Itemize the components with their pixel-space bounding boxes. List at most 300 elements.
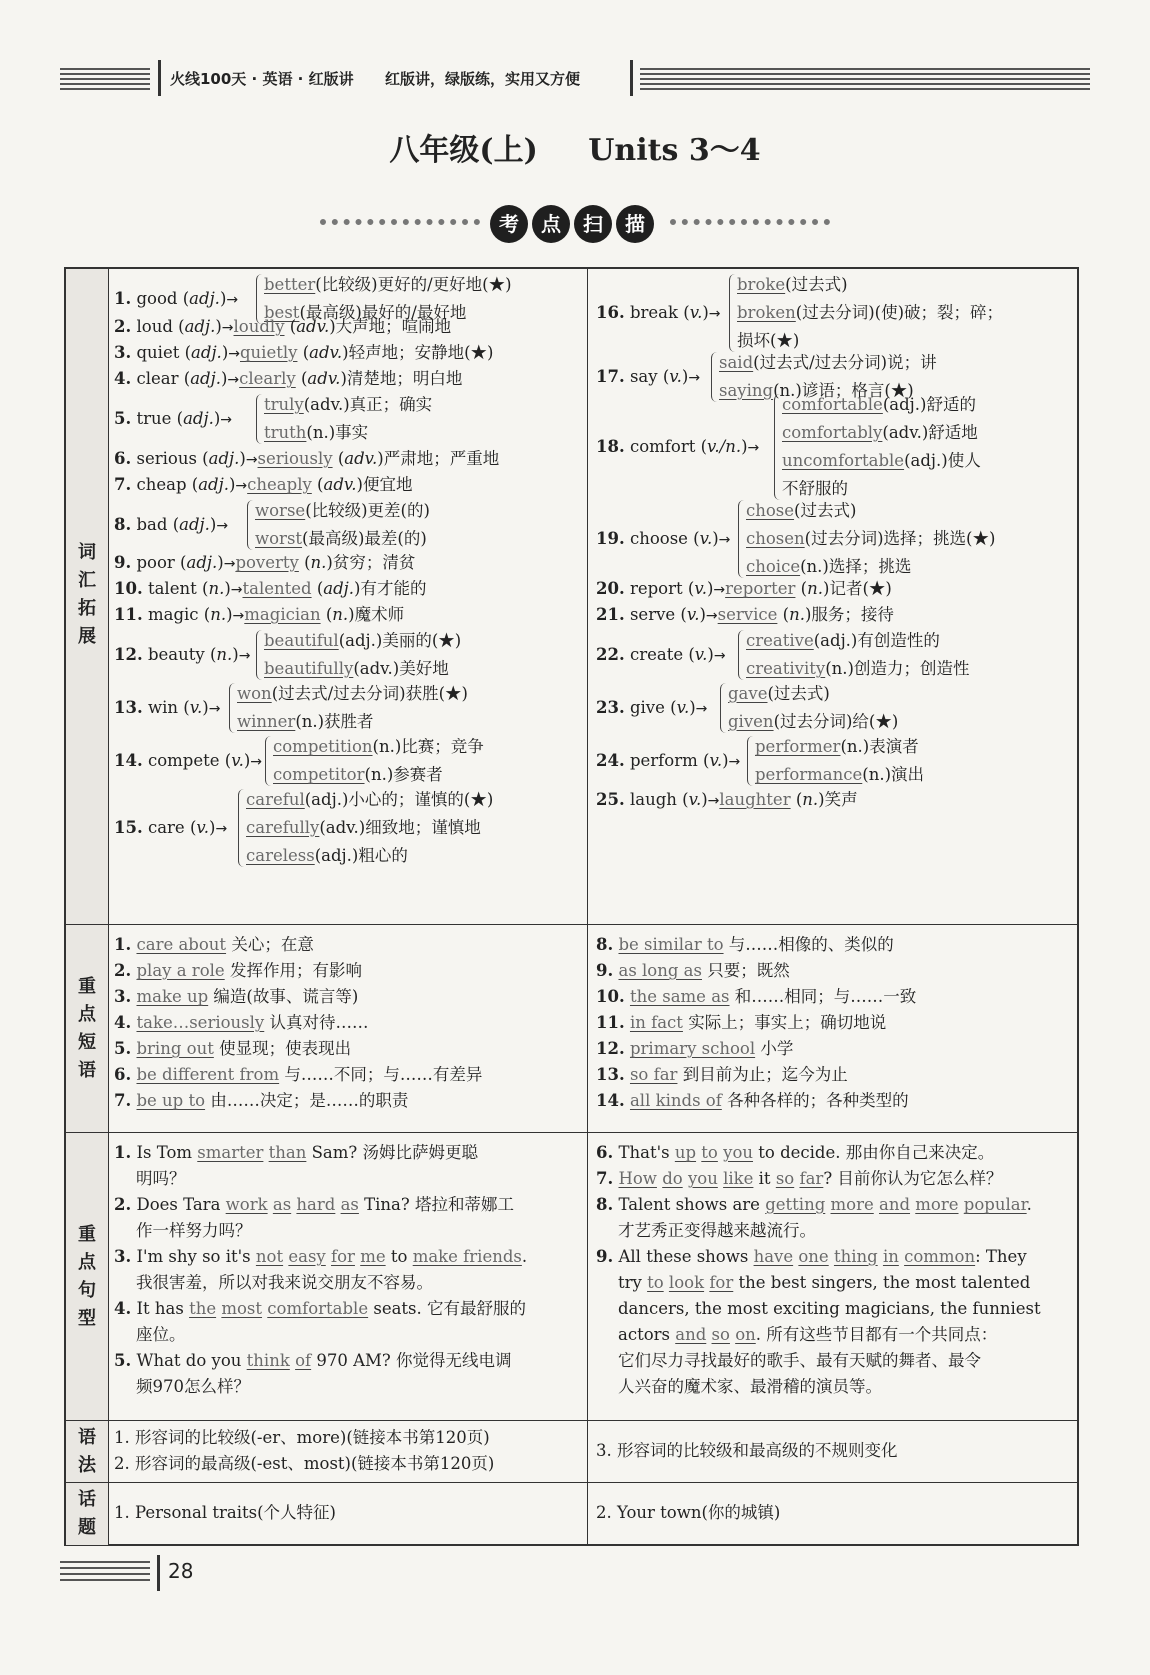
dot-rule (670, 219, 830, 233)
item-number: 3. (114, 1247, 132, 1266)
headword: win (147, 698, 178, 717)
answer: and (675, 1325, 707, 1344)
gloss: 清楚地；明白地 (346, 369, 463, 388)
header-book-title: 火线100天 · 英语 · 红版讲 (170, 70, 354, 88)
brace-icon (774, 394, 780, 500)
headword: laugh (629, 790, 677, 809)
phrase-item (596, 957, 790, 985)
answer: on (735, 1325, 756, 1344)
grammar-item: 3. 形容词的比较级和最高级的不规则变化 (596, 1441, 898, 1460)
sentence-text: 970 AM? 你觉得无线电调 (311, 1351, 512, 1370)
gloss: 大声地；喧闹地 (335, 317, 452, 336)
headword: care (147, 818, 185, 837)
answer: look (668, 1273, 705, 1292)
gloss: (过去式) (794, 501, 857, 520)
answer: choice (746, 557, 801, 576)
vocab-item: 25. laugh (v.)→laughter (n.)笑声 (596, 790, 858, 809)
item-number: 20. (596, 579, 625, 598)
gloss: (最高级)最差(的) (302, 529, 427, 548)
answer: bring out (136, 1039, 214, 1058)
answer: thing (833, 1247, 878, 1266)
answer: given (728, 712, 774, 731)
page-footer (60, 1555, 260, 1595)
sentence-text: Sam? 汤姆比萨姆更聪 (306, 1143, 478, 1162)
phrase-item (596, 1009, 886, 1037)
headword: loud (136, 317, 173, 336)
answer: be different from (136, 1065, 280, 1084)
part-of-speech: n. (208, 579, 225, 598)
derived-form (782, 419, 978, 447)
arrow-icon: → (232, 608, 245, 624)
answer: comfortable (267, 1299, 369, 1318)
item-number: 4. (114, 1013, 132, 1032)
answer: chose (746, 501, 795, 520)
vocab-item: 22. create (v.)→ (596, 645, 726, 664)
header-separator (158, 60, 161, 96)
headword: choose (629, 529, 688, 548)
part-of-speech: n. (310, 553, 327, 572)
headword: comfort (629, 437, 696, 456)
vocab-item: 9. poor (adj.)→poverty (n.)贫穷；清贫 (114, 553, 416, 572)
item-number: 22. (596, 645, 625, 664)
headword: clear (136, 369, 179, 388)
item-number: 7. (114, 1091, 132, 1110)
headword: beauty (147, 645, 205, 664)
answer: winner (237, 712, 296, 731)
gloss: (n.)参赛者 (364, 765, 443, 784)
arrow-icon: → (221, 320, 234, 336)
answer: than (268, 1143, 307, 1162)
gloss: (过去式/过去分词)说；讲 (753, 353, 937, 372)
vocab-item: 19. choose (v.)→ (596, 529, 731, 548)
answer: as (340, 1195, 359, 1214)
arrow-icon: → (208, 701, 221, 717)
arrow-icon: → (230, 582, 243, 598)
item-number: 2. (114, 1195, 132, 1214)
answer: worst (255, 529, 303, 548)
gloss: (adv.)细致地；谨慎地 (319, 818, 481, 837)
gloss: 损坏(★) (737, 331, 800, 350)
units-title: Units 3～4 (588, 133, 761, 168)
arrow-icon: → (216, 518, 229, 534)
answer: primary school (629, 1039, 756, 1058)
sentence-item (114, 1243, 527, 1271)
vocab-item: 1. good (adj.)→ (114, 289, 239, 308)
brace-icon (711, 352, 717, 402)
arrow-icon: → (227, 372, 240, 388)
tag-char: 扫 (574, 205, 612, 243)
derived-form (728, 680, 830, 708)
headword: give (629, 698, 665, 717)
answer: creative (746, 631, 814, 650)
gloss: 使显现；使表现出 (219, 1039, 352, 1058)
part-of-speech: adv. (307, 369, 341, 388)
answer: loudly (233, 317, 285, 336)
gloss: (n.)选择；挑选 (800, 557, 912, 576)
header-slogan: 红版讲，绿版练，实用又方便 (385, 70, 581, 88)
vocab-item: 21. serve (v.)→service (n.)服务；接待 (596, 605, 894, 624)
vocab-item: 18. comfort (v./n.)→ (596, 437, 760, 456)
gloss: (n.)比赛；竞争 (372, 737, 484, 756)
derived-form (755, 733, 919, 761)
item-number: 5. (114, 1351, 132, 1370)
derived-form (737, 299, 1003, 327)
arrow-icon: → (728, 754, 741, 770)
answer: comfortably (782, 423, 883, 442)
vocab-item: 24. perform (v.)→ (596, 751, 741, 770)
sentence-item (114, 1191, 514, 1219)
derived-form (264, 391, 432, 419)
phrase-item (596, 1035, 793, 1063)
item-number: 13. (114, 698, 143, 717)
part-of-speech: v. (689, 303, 703, 322)
tag-char: 考 (490, 205, 528, 243)
part-of-speech: n. (807, 579, 823, 598)
answer: gave (728, 684, 768, 703)
part-of-speech: v. (694, 645, 708, 664)
column-divider (587, 269, 588, 924)
answer: up (674, 1143, 697, 1162)
item-number: 17. (596, 367, 625, 386)
part-of-speech: v. (231, 751, 244, 770)
item-number: 19. (596, 529, 625, 548)
sentence-text: . 所有这些节目都有一个共同点： (755, 1325, 998, 1344)
side-label-topic: 话 题 (78, 1489, 96, 1538)
gloss: 和……相同；与……一致 (734, 987, 917, 1006)
item-number: 6. (114, 1065, 132, 1084)
answer: poverty (235, 553, 299, 572)
answer: one (798, 1247, 829, 1266)
vocab-item: 7. cheap (adj.)→cheaply (adv.)便宜地 (114, 475, 413, 494)
derived-form (237, 680, 468, 708)
topic-item: 2. Your town(你的城镇) (596, 1503, 781, 1522)
sentence-text: Tina? 塔拉和蒂娜工 (358, 1195, 514, 1214)
part-of-speech: adv. (344, 449, 378, 468)
part-of-speech: v. (676, 698, 690, 717)
sentence-item (596, 1243, 1027, 1271)
gloss: (n.)创造力；创造性 (825, 659, 970, 678)
arrow-icon: → (705, 608, 718, 624)
item-number: 2. (114, 317, 132, 336)
answer: to (647, 1273, 664, 1292)
answer: have (753, 1247, 794, 1266)
part-of-speech: v. (196, 818, 209, 837)
derived-form (246, 842, 408, 870)
answer: me (360, 1247, 386, 1266)
item-number: 1. (114, 1143, 132, 1162)
page-title (0, 125, 1150, 169)
item-number: 8. (114, 515, 132, 534)
side-label-sentences: 重 点 句 型 (78, 1224, 96, 1329)
item-number: 4. (114, 1299, 132, 1318)
answer: better (264, 275, 316, 294)
column-divider (587, 1483, 588, 1545)
arrow-icon: → (713, 582, 726, 598)
sentence-continuation: 座位。 (136, 1325, 186, 1344)
gloss: 与……相像的、类似的 (728, 935, 894, 954)
derived-form (755, 761, 924, 789)
vocab-item: 17. say (v.)→ (596, 367, 701, 386)
answer: creativity (746, 659, 826, 678)
answer: uncomfortable (782, 451, 905, 470)
gloss: 认真对待…… (269, 1013, 369, 1032)
sentence-continuation (618, 1321, 997, 1349)
answer: comfortable (782, 395, 883, 414)
gloss: (adv.)真正；确实 (303, 395, 433, 414)
answer: so (711, 1325, 730, 1344)
item-number: 5. (114, 409, 132, 428)
sentence-continuation: 作一样努力吗？ (136, 1221, 252, 1240)
item-number: 2. (114, 961, 132, 980)
gloss: (过去式) (785, 275, 848, 294)
answer: hard (296, 1195, 336, 1214)
item-number: 3. (114, 343, 132, 362)
item-number: 5. (114, 1039, 132, 1058)
part-of-speech: n. (789, 605, 805, 624)
answer: won (237, 684, 272, 703)
part-of-speech: v. (688, 790, 702, 809)
gloss: 记者(★) (829, 579, 892, 598)
vocab-item: 10. talent (n.)→talented (adj.)有才能的 (114, 579, 427, 598)
gloss: (过去分词)(使)破；裂；碎； (795, 303, 1004, 322)
part-of-speech: adj. (208, 449, 240, 468)
vocab-item: 8. bad (adj.)→ (114, 515, 229, 534)
answer: seriously (257, 449, 333, 468)
gloss: (adj.)舒适的 (882, 395, 976, 414)
derived-form (782, 447, 981, 475)
item-number: 7. (114, 475, 132, 494)
derived-form (255, 497, 430, 525)
item-number: 7. (596, 1169, 614, 1188)
vocab-item: 16. break (v.)→ (596, 303, 721, 322)
arrow-icon: → (238, 648, 251, 664)
answer: performance (755, 765, 863, 784)
headword: quiet (136, 343, 180, 362)
header-rule-right (640, 68, 1090, 90)
part-of-speech: n. (210, 605, 227, 624)
grammar-item: 1. 形容词的比较级(-er、more)(链接本书第120页) (114, 1428, 490, 1447)
phrase-item (596, 1061, 848, 1089)
brace-icon (265, 736, 271, 786)
derived-form (746, 525, 995, 553)
derived-form (746, 497, 856, 525)
gloss: 便宜地 (362, 475, 413, 494)
item-number: 6. (114, 449, 132, 468)
footer-separator (157, 1555, 160, 1591)
answer: popular (963, 1195, 1027, 1214)
sentence-text: Does Tara (136, 1195, 226, 1214)
gloss: 各种各样的；各种类型的 (727, 1091, 909, 1110)
brace-icon (729, 274, 735, 352)
arrow-icon: → (707, 793, 720, 809)
brace-icon (229, 683, 235, 733)
gloss: 不舒服的 (782, 479, 848, 498)
answer: be similar to (618, 935, 724, 954)
answer: chosen (746, 529, 805, 548)
answer: do (662, 1169, 683, 1188)
gloss: (比较级)更好的/更好地(★) (315, 275, 512, 294)
arrow-icon: → (708, 306, 721, 322)
item-number: 8. (596, 935, 614, 954)
part-of-speech: v. (686, 605, 700, 624)
gloss: (n.)获胜者 (295, 712, 374, 731)
derived-form (728, 708, 898, 736)
arrow-icon: → (223, 556, 236, 572)
gloss: 实际上；事实上；确切地说 (688, 1013, 887, 1032)
answer: you (687, 1169, 718, 1188)
gloss: 编造(故事、谎言等) (213, 987, 359, 1006)
answer: work (225, 1195, 268, 1214)
sentence-text: seats. 它有最舒服的 (368, 1299, 527, 1318)
brace-icon (738, 500, 744, 578)
sentence-text: : They (975, 1247, 1027, 1266)
sentence-item (596, 1165, 1002, 1193)
item-number: 23. (596, 698, 625, 717)
topic-section (66, 1482, 1077, 1545)
gloss: (adj.)美丽的(★) (338, 631, 462, 650)
derived-form (264, 271, 512, 299)
answer: smarter (197, 1143, 264, 1162)
answer: as long as (618, 961, 702, 980)
derived-form (264, 627, 461, 655)
tag-char: 点 (532, 205, 570, 243)
headword: serious (136, 449, 197, 468)
sentence-item (114, 1139, 478, 1167)
answer: laughter (719, 790, 791, 809)
gloss: 关心；在意 (231, 935, 314, 954)
gloss: 与……不同；与……有差异 (284, 1065, 483, 1084)
gloss: 有才能的 (360, 579, 427, 598)
answer: beautiful (264, 631, 339, 650)
headword: magic (147, 605, 199, 624)
derived-form (719, 349, 937, 377)
item-number: 12. (596, 1039, 625, 1058)
answer: common (904, 1247, 976, 1266)
sentence-text: All these shows (618, 1247, 754, 1266)
item-number: 8. (596, 1195, 614, 1214)
arrow-icon: → (250, 754, 262, 770)
sentence-continuation: 才艺秀正变得越来越流行。 (618, 1221, 816, 1240)
derived-form (264, 655, 449, 683)
brace-icon (247, 500, 253, 550)
arrow-icon: → (688, 370, 701, 386)
answer: of (295, 1351, 312, 1370)
section-tag (320, 205, 830, 243)
item-number: 15. (114, 818, 143, 837)
item-number: 9. (114, 553, 132, 572)
sentence-text: What do you (136, 1351, 247, 1370)
answer: most (221, 1299, 263, 1318)
arrow-icon: → (215, 821, 228, 837)
brace-icon (720, 683, 726, 733)
item-number: 10. (596, 987, 625, 1006)
headword: poor (136, 553, 175, 572)
part-of-speech: n. (332, 605, 349, 624)
vocab-item: 15. care (v.)→ (114, 818, 228, 837)
part-of-speech: adv. (323, 475, 357, 494)
part-of-speech: adj. (191, 343, 222, 362)
page-header (60, 60, 1090, 98)
part-of-speech: adj. (198, 475, 229, 494)
part-of-speech: v. (694, 579, 707, 598)
brace-icon (747, 736, 753, 786)
sentence-text: It has (136, 1299, 190, 1318)
dot-rule (320, 219, 480, 233)
part-of-speech: adj. (183, 409, 214, 428)
answer: careful (246, 790, 305, 809)
part-of-speech: v./n. (707, 437, 742, 456)
phrase-item (114, 957, 362, 985)
headword: say (629, 367, 658, 386)
gloss: 严肃地；严重地 (383, 449, 500, 468)
item-number: 14. (114, 751, 143, 770)
phrase-item (596, 983, 916, 1011)
item-number: 13. (596, 1065, 625, 1084)
item-number: 4. (114, 369, 132, 388)
gloss: (n.)事实 (306, 423, 369, 442)
answer: service (717, 605, 778, 624)
answer: like (723, 1169, 754, 1188)
brace-icon (238, 789, 244, 867)
phrase-item (114, 1061, 482, 1089)
sentence-text: try (618, 1273, 648, 1292)
gloss: 贫穷；清贫 (332, 553, 416, 572)
gloss: (最高级)最好的/最好地 (299, 303, 467, 322)
answer: in (882, 1247, 899, 1266)
answer: easy (288, 1247, 326, 1266)
vocab-item: 4. clear (adj.)→clearly (adv.)清楚地；明白地 (114, 369, 463, 388)
vocab-item: 12. beauty (n.)→ (114, 645, 251, 664)
vocab-item: 2. loud (adj.)→loudly (adv.)大声地；喧闹地 (114, 317, 452, 336)
derived-form (737, 271, 848, 299)
sentence-text: to (385, 1247, 413, 1266)
answer: in fact (629, 1013, 683, 1032)
answer: so far (629, 1065, 678, 1084)
phrase-item (596, 1087, 909, 1115)
answer: quietly (239, 343, 298, 362)
headword: true (136, 409, 172, 428)
gloss: 发挥作用；有影响 (229, 961, 362, 980)
answer: cheaply (247, 475, 312, 494)
derived-form (264, 419, 368, 447)
derived-form (246, 786, 493, 814)
sentence-text: it (753, 1169, 776, 1188)
arrow-icon: → (220, 412, 233, 428)
gloss: 魔术师 (354, 605, 405, 624)
answer: be up to (136, 1091, 206, 1110)
sentence-continuation (618, 1269, 1030, 1297)
vocab-item: 20. report (v.)→reporter (n.)记者(★) (596, 579, 892, 598)
gloss: (adj.)有创造性的 (813, 631, 940, 650)
vocab-item: 14. compete (v.)→ (114, 751, 262, 770)
part-of-speech: adj. (184, 317, 216, 336)
gloss: (adj.)粗心的 (314, 846, 408, 865)
gloss: (过去分词)选择；挑选(★) (804, 529, 996, 548)
header-separator (630, 60, 633, 96)
answer: getting (765, 1195, 826, 1214)
answer: truly (264, 395, 304, 414)
grammar-item: 2. 形容词的最高级(-est、most)(链接本书第120页) (114, 1454, 495, 1473)
grammar-section (66, 1420, 1077, 1483)
gloss: (adv.)舒适地 (882, 423, 978, 442)
answer: to (701, 1143, 718, 1162)
answer: more (915, 1195, 959, 1214)
phrase-item (114, 983, 358, 1011)
item-number: 11. (114, 605, 143, 624)
answer: carefully (246, 818, 320, 837)
phrase-item (114, 1035, 351, 1063)
answer: best (264, 303, 300, 322)
